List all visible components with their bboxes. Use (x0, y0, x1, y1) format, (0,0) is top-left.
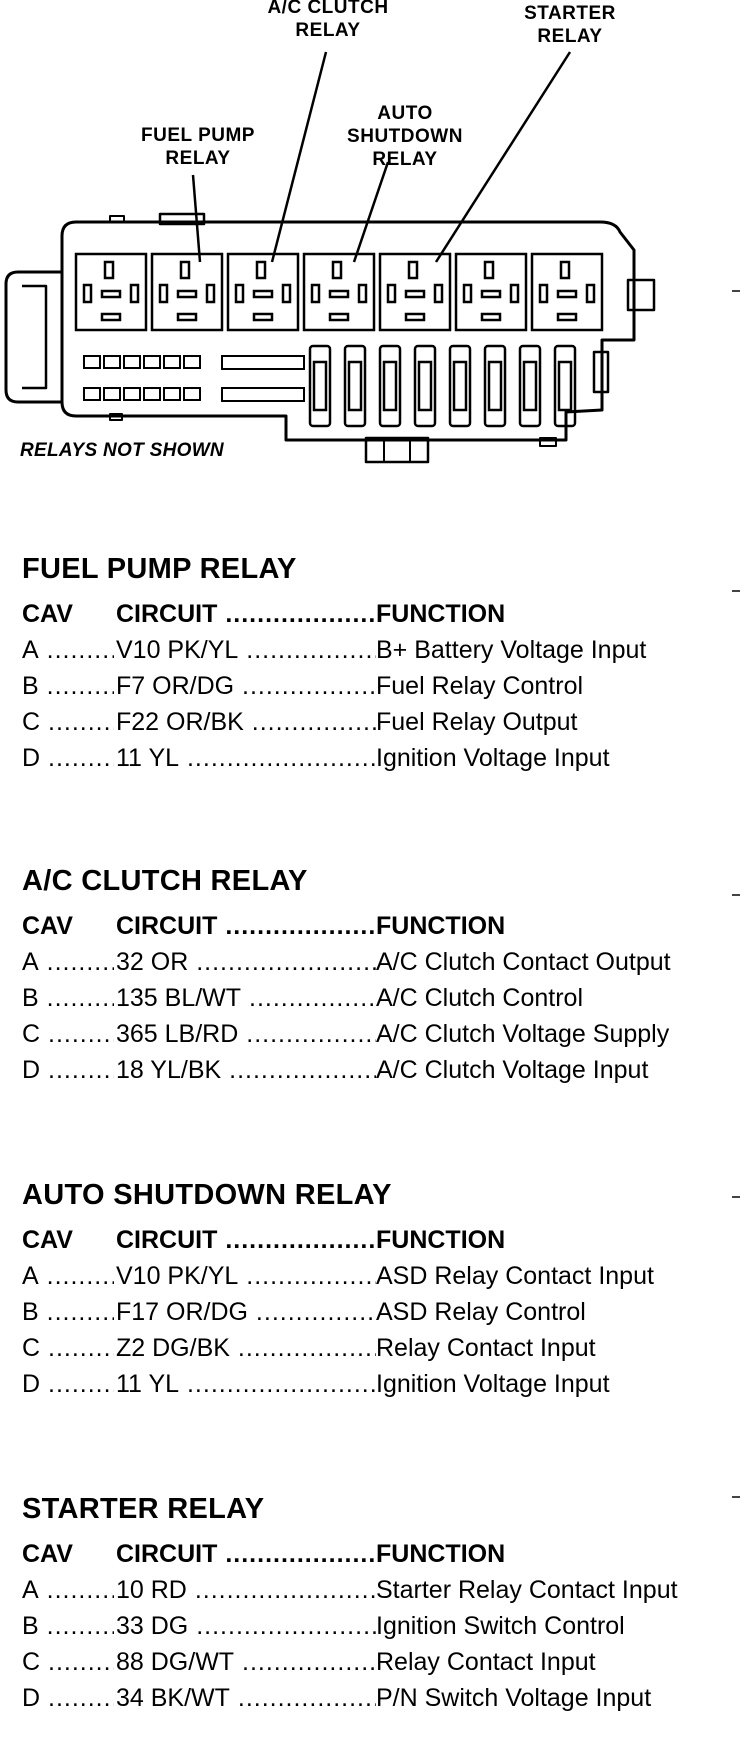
cell-circuit: 135 BL/WT ..... (116, 980, 376, 1016)
relay-socket (456, 254, 526, 330)
cell-function: A/C Clutch Voltage Supply (376, 1020, 670, 1048)
table-row (22, 1294, 742, 1330)
cell-circuit: 365 LB/RD ..... (116, 1016, 376, 1052)
cell-function: P/N Switch Voltage Input (376, 1684, 652, 1712)
cell-circuit: 32 OR ..... (116, 944, 376, 980)
cartridge-fuse-slot (310, 346, 330, 426)
leader-ac-clutch (272, 52, 326, 262)
cell-function: ASD Relay Control (376, 1298, 586, 1326)
cell-circuit: 11 YL ..... (116, 1366, 376, 1402)
table-row (22, 740, 742, 776)
relay-socket (304, 254, 374, 330)
left-bracket (6, 272, 62, 402)
cell-function: Fuel Relay Output (376, 708, 578, 736)
cell-function: Fuel Relay Control (376, 672, 584, 700)
cell-circuit: F17 OR/DG ..... (116, 1294, 376, 1330)
cell-function: A/C Clutch Voltage Input (376, 1056, 649, 1084)
cell-cav: A ..... (22, 944, 114, 980)
cell-circuit: 34 BK/WT ..... (116, 1680, 376, 1716)
table-row (22, 1330, 742, 1366)
callout-starter-relay (490, 2, 650, 48)
section-title: A/C CLUTCH RELAY (22, 865, 308, 897)
relay-section (22, 1178, 742, 1402)
table-row (22, 1366, 742, 1402)
table-row (22, 944, 742, 980)
callout-line: SHUTDOWN (347, 126, 463, 147)
mini-fuse-slot (164, 388, 180, 400)
cell-cav: D ..... (22, 1052, 114, 1088)
mini-fuse-row (84, 388, 304, 401)
header-function: FUNCTION (376, 600, 506, 628)
table-row (22, 980, 742, 1016)
relays-not-shown-note: RELAYS NOT SHOWN (20, 440, 224, 461)
cell-function: Relay Contact Input (376, 1648, 596, 1676)
callout-fuel-pump-relay (118, 124, 278, 170)
table-row (22, 1572, 742, 1608)
table-header-row (22, 1536, 742, 1572)
cell-cav: C ..... (22, 704, 114, 740)
cell-cav: A ..... (22, 632, 114, 668)
mini-fuse-slot (84, 356, 100, 368)
callout-line: A/C CLUTCH (267, 0, 389, 18)
callout-line: RELAY (372, 149, 438, 170)
cartridge-fuse-slot (450, 346, 470, 426)
cell-circuit: F22 OR/BK ..... (116, 704, 376, 740)
cartridge-fuse-slot (485, 346, 505, 426)
callout-ac-clutch-relay (238, 0, 418, 42)
section-title: STARTER RELAY (22, 1493, 265, 1525)
callout-line: RELAY (165, 148, 231, 169)
cell-function: B+ Battery Voltage Input (376, 636, 647, 664)
cell-function: A/C Clutch Control (376, 984, 584, 1012)
cell-circuit: Z2 DG/BK ..... (116, 1330, 376, 1366)
cell-function: Ignition Voltage Input (376, 744, 610, 772)
cartridge-fuse-slot (520, 346, 540, 426)
callout-line: AUTO (377, 103, 433, 124)
header-cav: CAV (22, 600, 73, 628)
table-header-row (22, 596, 742, 632)
table-row (22, 1644, 742, 1680)
cell-circuit: 11 YL ..... (116, 740, 376, 776)
table-row (22, 1016, 742, 1052)
mini-fuse-slot (184, 388, 200, 400)
cell-cav: D ..... (22, 740, 114, 776)
mini-fuse-row (84, 356, 304, 369)
section-title: FUEL PUMP RELAY (22, 553, 297, 585)
callout-line: STARTER (524, 3, 616, 24)
table-row (22, 632, 742, 668)
margin-tick (732, 290, 740, 292)
relay-socket (228, 254, 298, 330)
cell-circuit: V10 PK/YL ..... (116, 632, 376, 668)
margin-tick (732, 1196, 740, 1198)
cell-cav: A ..... (22, 1258, 114, 1294)
table-row (22, 1680, 742, 1716)
cell-circuit: V10 PK/YL ..... (116, 1258, 376, 1294)
table-row (22, 704, 742, 740)
cell-cav: D ..... (22, 1366, 114, 1402)
cell-function: Ignition Switch Control (376, 1612, 625, 1640)
cell-cav: B ..... (22, 1294, 114, 1330)
header-function: FUNCTION (376, 1226, 506, 1254)
cell-function: Ignition Voltage Input (376, 1370, 610, 1398)
cartridge-fuse-slot (415, 346, 435, 426)
cartridge-fuse-slot (345, 346, 365, 426)
margin-tick (732, 894, 740, 896)
cell-circuit: 10 RD ..... (116, 1572, 376, 1608)
margin-tick (732, 590, 740, 592)
table-row (22, 668, 742, 704)
table-row (22, 1608, 742, 1644)
cell-cav: B ..... (22, 980, 114, 1016)
relay-block-diagram (0, 0, 752, 470)
header-circuit: CIRCUIT ..... (116, 908, 376, 944)
mini-fuse-slot (144, 388, 160, 400)
cartridge-fuse-slot (380, 346, 400, 426)
header-cav: CAV (22, 1540, 73, 1568)
cell-circuit: F7 OR/DG ..... (116, 668, 376, 704)
cell-cav: B ..... (22, 1608, 114, 1644)
relay-socket (380, 254, 450, 330)
relay-socket (152, 254, 222, 330)
leader-auto-shutdown (354, 162, 388, 262)
mini-fuse-slot (84, 388, 100, 400)
cell-cav: C ..... (22, 1330, 114, 1366)
cell-function: ASD Relay Contact Input (376, 1262, 654, 1290)
maxi-fuse-slot (222, 356, 304, 369)
cell-cav: B ..... (22, 668, 114, 704)
bottom-connector (366, 438, 428, 462)
header-circuit: CIRCUIT ..... (116, 1222, 376, 1258)
mini-fuse-slot (104, 388, 120, 400)
mini-fuse-slot (124, 356, 140, 368)
header-cav: CAV (22, 1226, 73, 1254)
table-row (22, 1052, 742, 1088)
relay-socket (532, 254, 602, 330)
relay-block-drawing (0, 0, 752, 470)
cell-circuit: 33 DG ..... (116, 1608, 376, 1644)
leader-fuel-pump (193, 175, 200, 262)
cell-function: Relay Contact Input (376, 1334, 596, 1362)
header-function: FUNCTION (376, 912, 506, 940)
mini-fuse-slot (124, 388, 140, 400)
relay-section (22, 864, 742, 1088)
cell-circuit: 18 YL/BK ..... (116, 1052, 376, 1088)
header-function: FUNCTION (376, 1540, 506, 1568)
relay-socket (76, 254, 146, 330)
cell-circuit: 88 DG/WT ..... (116, 1644, 376, 1680)
header-circuit: CIRCUIT ..... (116, 1536, 376, 1572)
cell-cav: A ..... (22, 1572, 114, 1608)
callout-auto-shutdown-relay (330, 102, 480, 171)
cell-function: Starter Relay Contact Input (376, 1576, 678, 1604)
table-header-row (22, 908, 742, 944)
callout-line: RELAY (537, 26, 603, 47)
cell-cav: D ..... (22, 1680, 114, 1716)
callout-line: RELAY (295, 20, 361, 41)
mini-fuse-slot (144, 356, 160, 368)
cell-function: A/C Clutch Contact Output (376, 948, 671, 976)
margin-tick (732, 1496, 740, 1498)
maxi-fuse-slot (222, 388, 304, 401)
relay-section (22, 552, 742, 776)
callout-line: FUEL PUMP (141, 125, 255, 146)
header-cav: CAV (22, 912, 73, 940)
cell-cav: C ..... (22, 1644, 114, 1680)
table-row (22, 1258, 742, 1294)
right-tab (628, 280, 654, 310)
header-circuit: CIRCUIT ..... (116, 596, 376, 632)
relay-section (22, 1492, 742, 1716)
mini-fuse-slot (164, 356, 180, 368)
cell-cav: C ..... (22, 1016, 114, 1052)
mini-fuse-slot (104, 356, 120, 368)
mini-fuse-slot (184, 356, 200, 368)
section-title: AUTO SHUTDOWN RELAY (22, 1179, 392, 1211)
table-header-row (22, 1222, 742, 1258)
